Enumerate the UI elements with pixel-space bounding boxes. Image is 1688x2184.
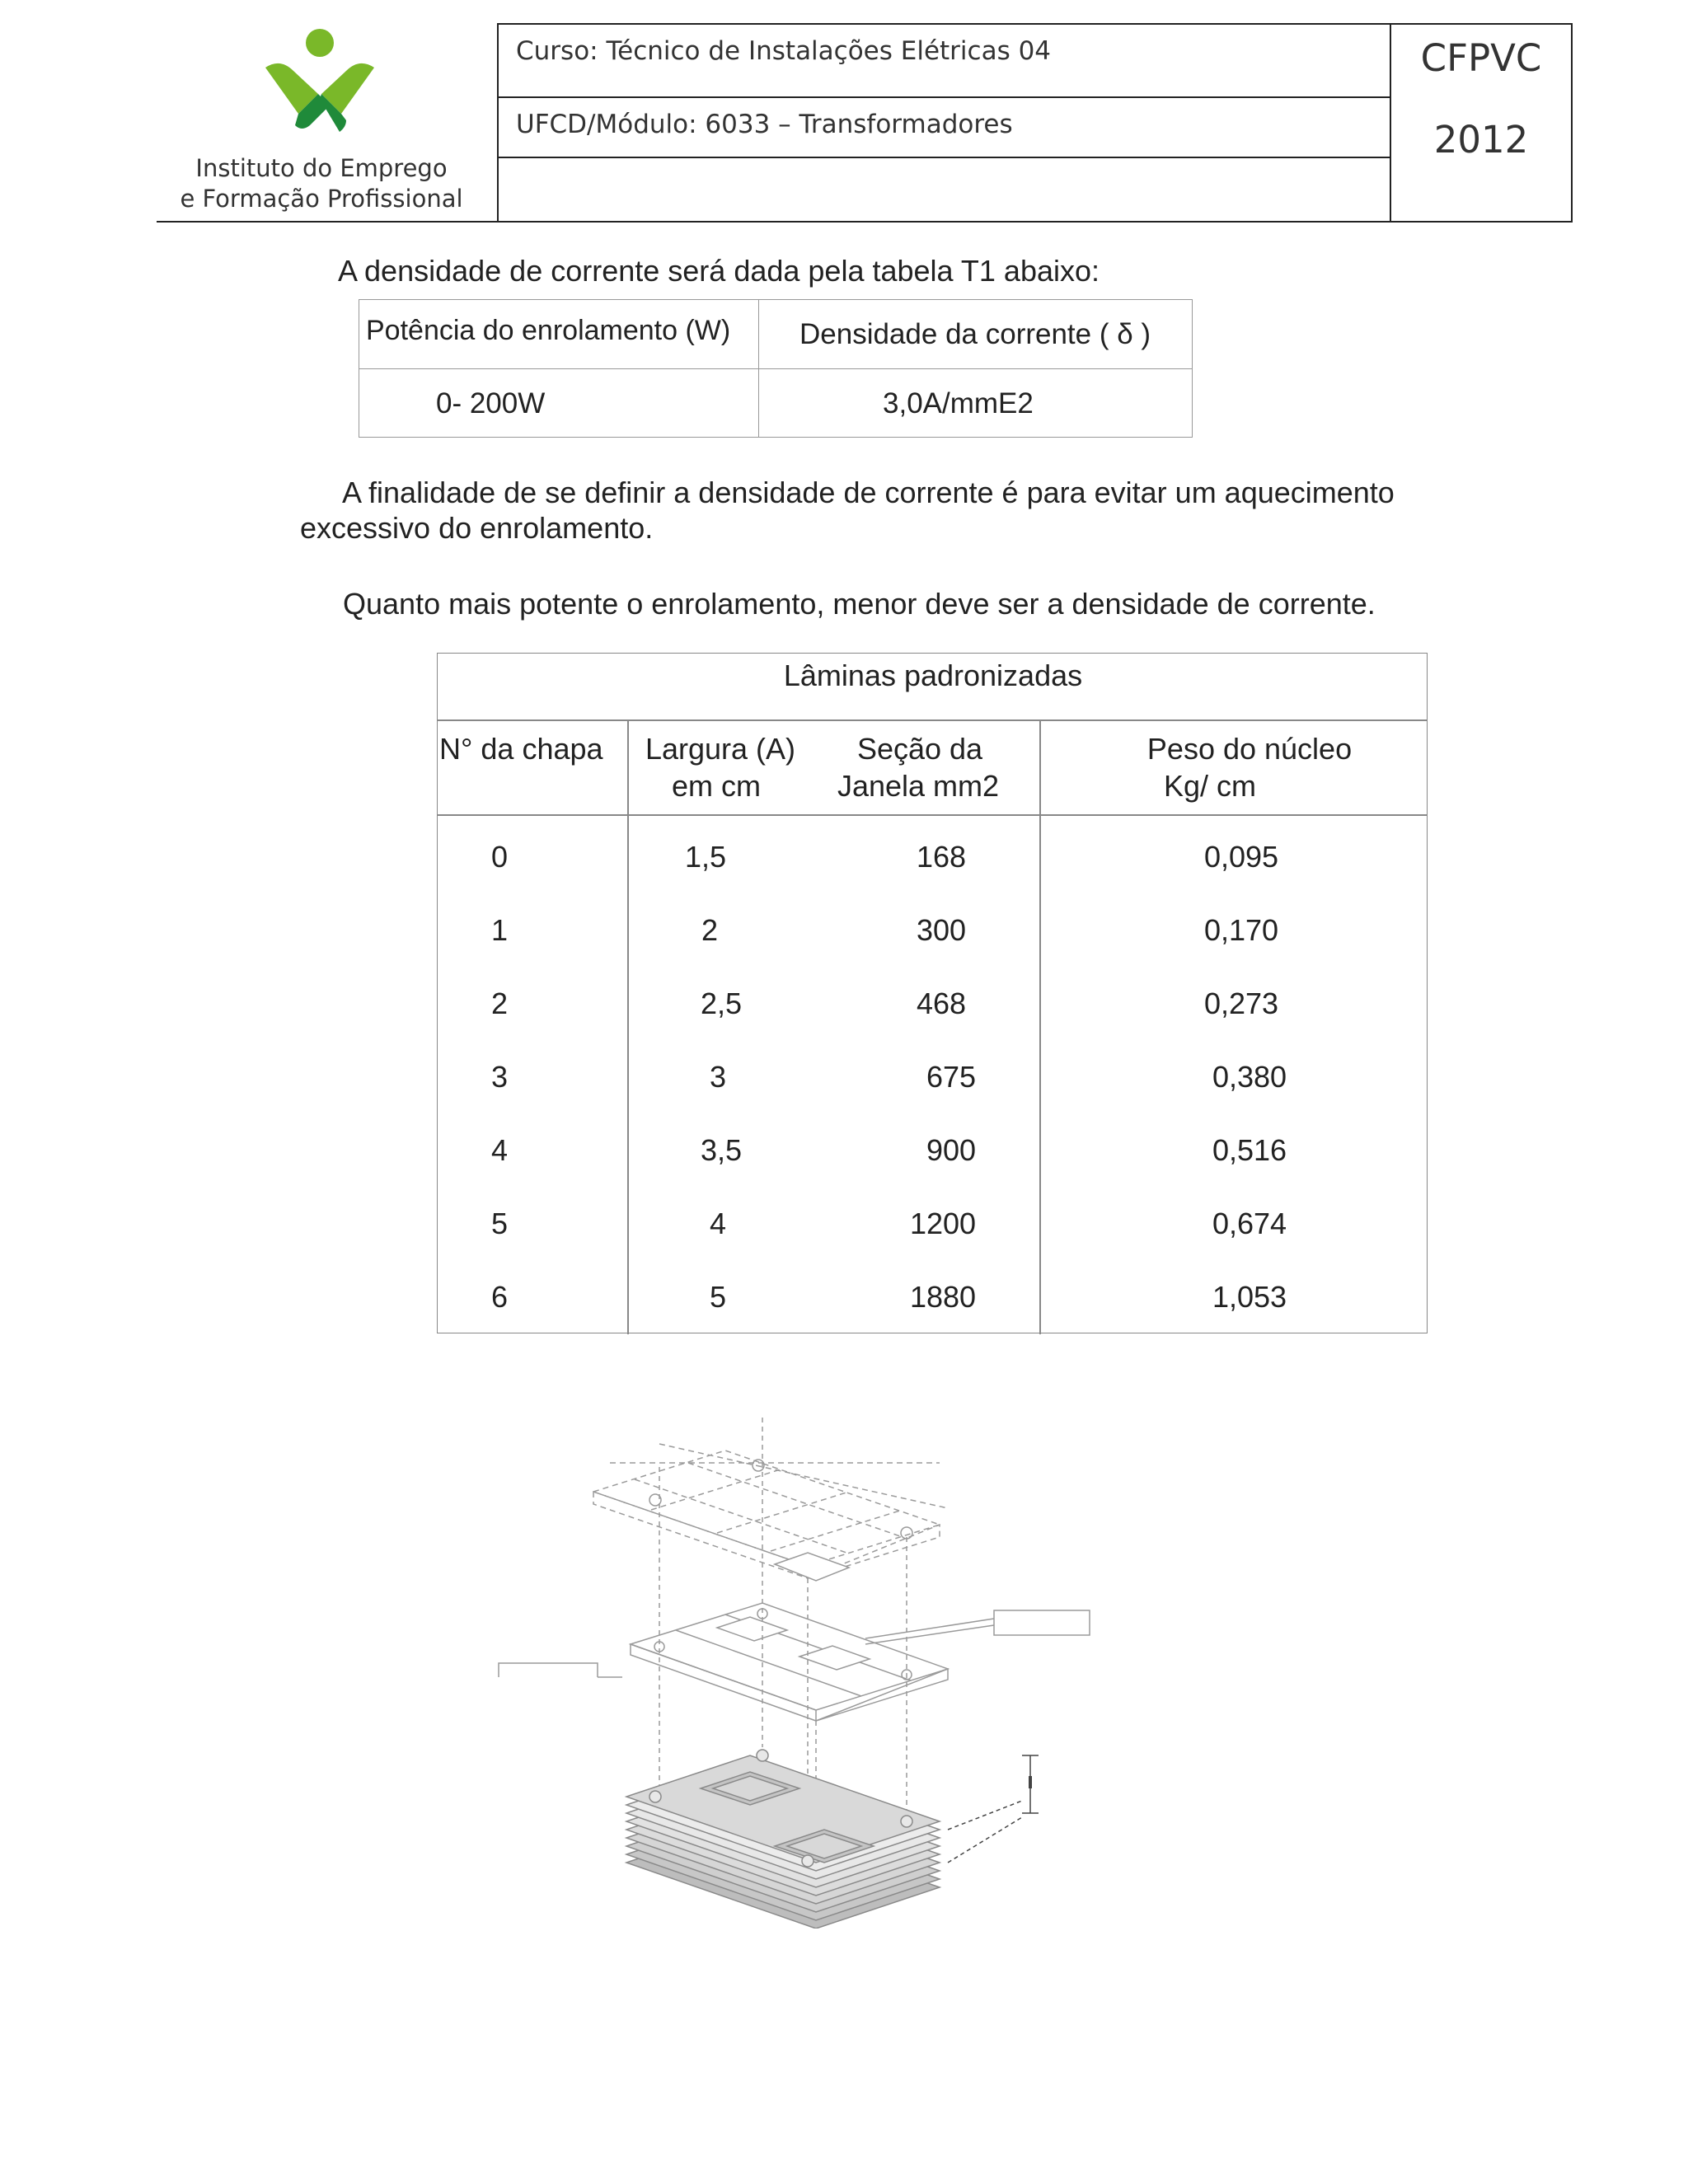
- cell-weight: 1,053: [1212, 1280, 1287, 1314]
- institution-name-line2: e Formação Profissional: [180, 185, 463, 213]
- lamination-stack-diagram: [478, 1401, 1137, 1929]
- cell-weight: 0,170: [1203, 913, 1279, 947]
- cell-window: 468: [916, 987, 967, 1020]
- cell-sheet: 2: [490, 987, 509, 1020]
- cell-width: 4: [709, 1207, 727, 1240]
- cell-width: 3: [709, 1060, 727, 1094]
- cell-weight: 0,516: [1212, 1133, 1287, 1167]
- cell-sheet: 6: [490, 1280, 509, 1314]
- cell-weight: 0,674: [1212, 1207, 1287, 1240]
- t1-header-density: Densidade da corrente ( δ ): [799, 318, 1151, 350]
- t1-cell-power: 0- 200W: [436, 387, 546, 419]
- header-window-line2: Janela mm2: [837, 769, 1000, 803]
- cell-weight: 0,380: [1212, 1060, 1287, 1094]
- header-bottom-border: [157, 221, 1573, 223]
- cell-width: 2,5: [700, 987, 743, 1020]
- cell-window: 675: [926, 1060, 977, 1094]
- institution-name-line1: Instituto do Emprego: [195, 154, 448, 182]
- cell-window: 168: [916, 840, 967, 874]
- dimension-marks: [948, 1755, 1039, 1863]
- header-weight-line2: Kg/ cm: [1163, 769, 1257, 803]
- cell-sheet: 4: [490, 1133, 509, 1167]
- t1-header-power: Potência do enrolamento (W): [366, 315, 731, 346]
- center-code: CFPVC: [1420, 36, 1542, 80]
- header-width-line2: em cm: [672, 769, 761, 803]
- cell-weight: 0,273: [1203, 987, 1279, 1020]
- laminations-title: Lâminas padronizadas: [783, 658, 1083, 692]
- cell-window: 1200: [909, 1207, 977, 1240]
- current-density-table: [359, 299, 1193, 438]
- header-row-line-1: [497, 96, 1390, 98]
- year-label: 2012: [1433, 118, 1529, 162]
- course-title: Curso: Técnico de Instalações Elétricas 04: [516, 36, 1052, 66]
- cell-sheet: 0: [490, 840, 509, 874]
- header-width-line1: Largura (A): [645, 732, 796, 766]
- iefp-logo-icon: [247, 25, 396, 140]
- header-row-line-2: [497, 157, 1390, 158]
- paragraph-1-line-2: excessivo do enrolamento.: [300, 511, 654, 545]
- standard-laminations-table: [437, 653, 1428, 1333]
- paragraph-2: Quanto mais potente o enrolamento, menor deve ser a densidade de corrente.: [343, 587, 1376, 621]
- cell-weight: 0,095: [1203, 840, 1279, 874]
- header-sheet-number: N° da chapa: [439, 732, 603, 766]
- paragraph-1-line-1: A finalidade de se definir a densidade de corrente é para evitar um aquecimento: [342, 476, 1395, 509]
- cell-width: 1,5: [684, 840, 727, 874]
- cell-window: 300: [916, 913, 967, 947]
- cell-window: 900: [926, 1133, 977, 1167]
- header-left-border: [497, 23, 499, 223]
- cell-width: 5: [709, 1280, 727, 1314]
- cell-sheet: 5: [490, 1207, 509, 1240]
- cell-sheet: 3: [490, 1060, 509, 1094]
- lamination-stack: [626, 1750, 940, 1929]
- top-lamination-layer: [593, 1444, 948, 1578]
- cell-width: 2: [701, 913, 719, 947]
- cell-width: 3,5: [700, 1133, 743, 1167]
- middle-lamination-layer: [631, 1603, 948, 1721]
- intro-text: A densidade de corrente será dada pela tabela T1 abaixo:: [338, 254, 1100, 288]
- cell-window: 1880: [909, 1280, 977, 1314]
- cell-sheet: 1: [490, 913, 509, 947]
- header-top-border: [497, 23, 1573, 25]
- t1-cell-density: 3,0A/mmE2: [883, 387, 1034, 419]
- header-window-line1: Seção da: [856, 732, 983, 766]
- header-weight-line1: Peso do núcleo: [1146, 732, 1353, 766]
- module-title: UFCD/Módulo: 6033 – Transformadores: [516, 110, 1013, 139]
